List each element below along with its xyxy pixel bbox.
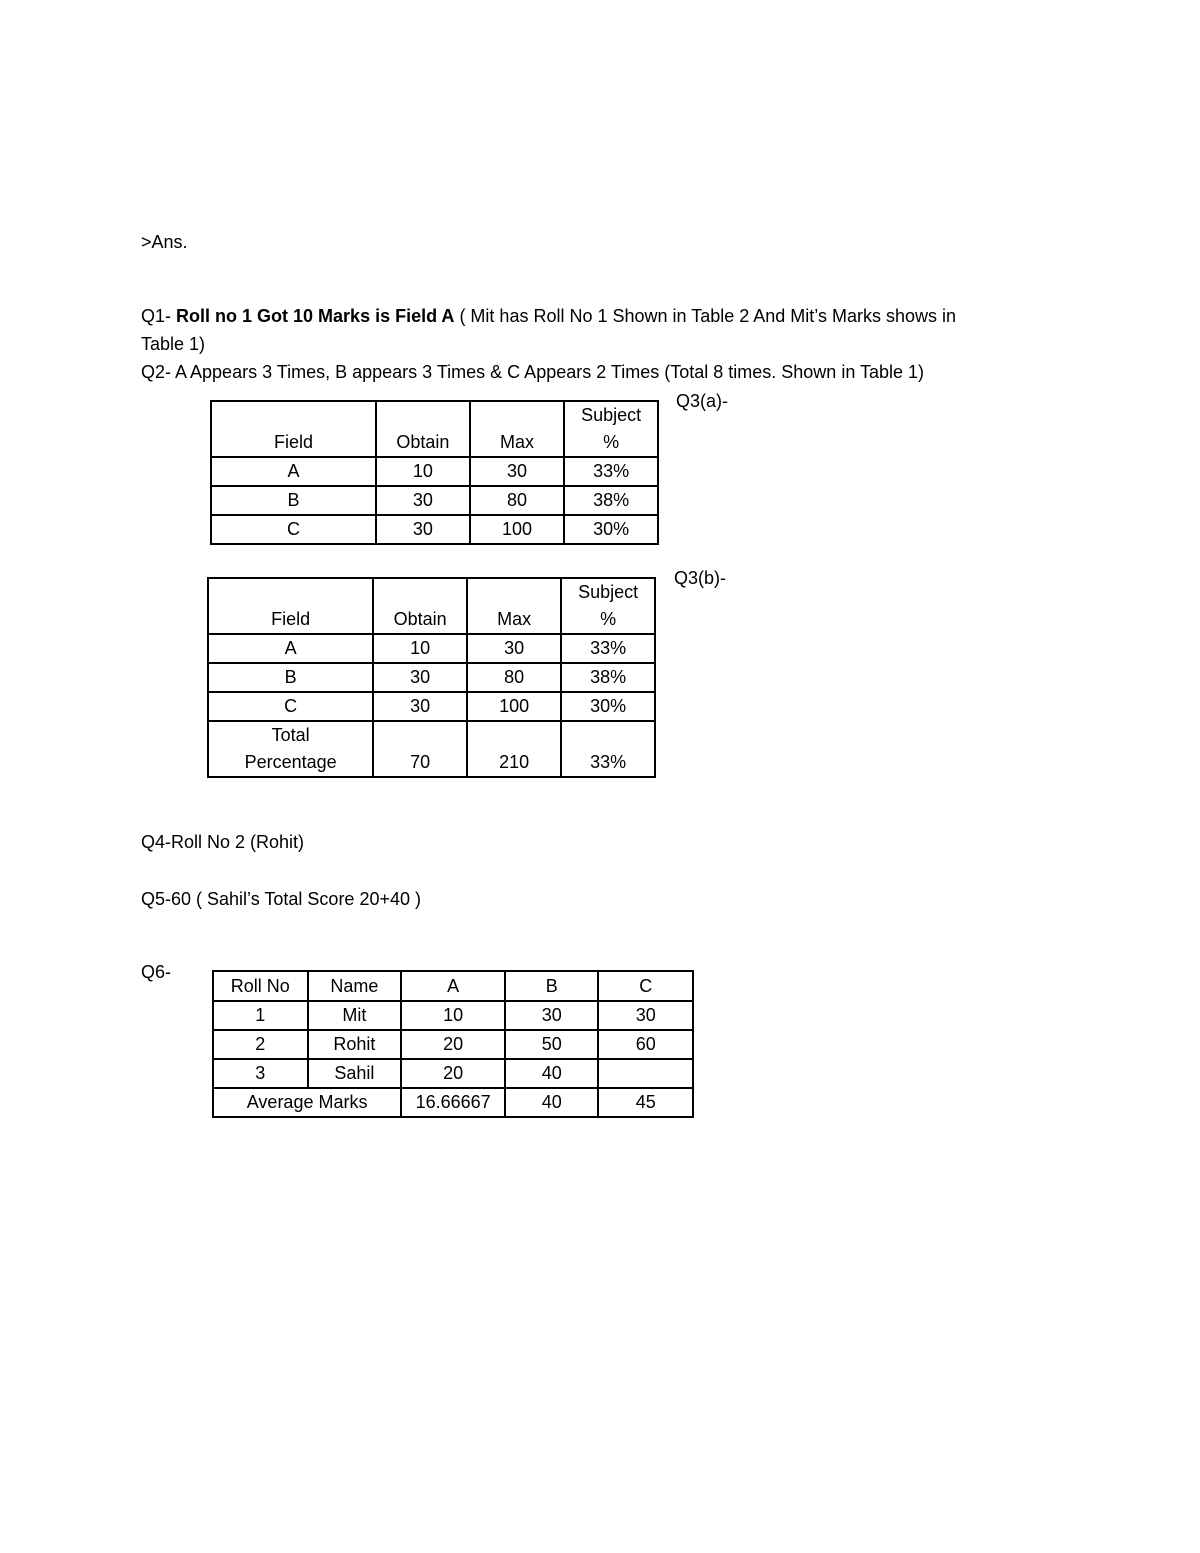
cell: 3: [213, 1059, 308, 1088]
q6-table: [212, 970, 694, 1118]
cell: 33%: [564, 457, 658, 486]
cell: 20: [401, 1030, 505, 1059]
cell: 30: [376, 486, 470, 515]
q1-explanation: ( Mit has Roll No 1 Shown in Table 2 And Mit’s Marks shows in: [454, 306, 956, 326]
cell: 10: [401, 1001, 505, 1030]
header-name: Name: [308, 971, 402, 1001]
cell: 38%: [564, 486, 658, 515]
q3b-label: Q3(b)-: [674, 568, 727, 588]
table-row: [213, 1059, 693, 1088]
q1-line2: Table 1): [141, 334, 206, 354]
header-obtain: Obtain: [373, 578, 467, 634]
cell: 50: [505, 1030, 598, 1059]
header-a: A: [401, 971, 505, 1001]
table-row: [211, 486, 658, 515]
cell: 30: [505, 1001, 598, 1030]
average-b: 40: [505, 1088, 598, 1117]
cell: B: [208, 663, 373, 692]
cell: 10: [376, 457, 470, 486]
cell: 80: [470, 486, 565, 515]
cell: Rohit: [308, 1030, 402, 1059]
total-obtain: 70: [373, 721, 467, 777]
cell: 30: [470, 457, 565, 486]
cell: 30%: [564, 515, 658, 544]
cell: 30%: [561, 692, 655, 721]
cell: 30: [467, 634, 561, 663]
header-field: Field: [211, 401, 376, 457]
header-percent: %: [600, 609, 617, 629]
cell: 33%: [561, 634, 655, 663]
cell: Sahil: [308, 1059, 402, 1088]
q3a-table: [210, 400, 659, 545]
q3b-table: [207, 577, 656, 778]
header-subject-percent: [561, 578, 655, 634]
header-max: Max: [467, 578, 561, 634]
total-row: [208, 721, 655, 777]
cell: C: [211, 515, 376, 544]
average-a: 16.66667: [401, 1088, 505, 1117]
total-percent: 33%: [561, 721, 655, 777]
cell: A: [211, 457, 376, 486]
cell: C: [208, 692, 373, 721]
table-row: [213, 1001, 693, 1030]
header-percent: %: [603, 432, 620, 452]
cell: 80: [467, 663, 561, 692]
q5-line: Q5-60 ( Sahil’s Total Score 20+40 ): [141, 889, 421, 909]
total-label-line1: Total: [271, 725, 310, 745]
average-label: Average Marks: [213, 1088, 401, 1117]
total-max: 210: [467, 721, 561, 777]
table-row: [208, 692, 655, 721]
total-label: [208, 721, 373, 777]
q1-prefix: Q1-: [141, 306, 172, 326]
q2-line: Q2- A Appears 3 Times, B appears 3 Times & C Appears 2 Times (Total 8 times. Shown in Table 1): [141, 362, 925, 382]
cell: 40: [505, 1059, 598, 1088]
cell: 100: [470, 515, 565, 544]
cell: 30: [373, 692, 467, 721]
q6-label: Q6-: [141, 962, 172, 982]
header-max: Max: [470, 401, 565, 457]
header-field: Field: [208, 578, 373, 634]
cell: 100: [467, 692, 561, 721]
q3a-label: Q3(a)-: [676, 391, 729, 411]
answer-heading: >Ans.: [141, 232, 188, 252]
cell: 1: [213, 1001, 308, 1030]
cell: 20: [401, 1059, 505, 1088]
table-row: [208, 634, 655, 663]
header-roll-no: Roll No: [213, 971, 308, 1001]
average-c: 45: [598, 1088, 693, 1117]
header-subject: Subject: [581, 405, 642, 425]
total-label-line2: Percentage: [244, 752, 337, 772]
q4-line: Q4-Roll No 2 (Rohit): [141, 832, 305, 852]
cell: 30: [376, 515, 470, 544]
q1-line: [141, 306, 956, 327]
table-row: [208, 663, 655, 692]
cell: 60: [598, 1030, 693, 1059]
cell: 38%: [561, 663, 655, 692]
table-row: [211, 457, 658, 486]
cell: 30: [598, 1001, 693, 1030]
cell: A: [208, 634, 373, 663]
cell: 30: [373, 663, 467, 692]
cell: B: [211, 486, 376, 515]
q1-bold-answer: Roll no 1 Got 10 Marks is Field A: [176, 306, 455, 326]
table-row: [211, 515, 658, 544]
header-c: C: [598, 971, 693, 1001]
cell: Mit: [308, 1001, 402, 1030]
cell: 2: [213, 1030, 308, 1059]
header-subject-percent: [564, 401, 658, 457]
header-b: B: [505, 971, 598, 1001]
table-header-row: [213, 971, 693, 1001]
cell: [598, 1059, 693, 1088]
header-subject: Subject: [578, 582, 639, 602]
cell: 10: [373, 634, 467, 663]
table-row: [213, 1030, 693, 1059]
header-obtain: Obtain: [376, 401, 470, 457]
average-row: [213, 1088, 693, 1117]
